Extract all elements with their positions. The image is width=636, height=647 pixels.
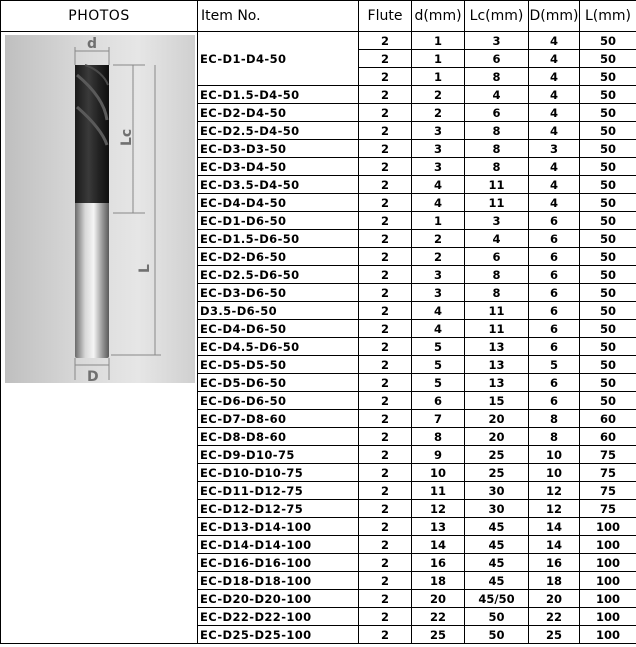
d-cell: 8: [412, 428, 465, 446]
L-cell: 100: [580, 626, 636, 644]
L-cell: 50: [580, 50, 636, 68]
D-cell: 4: [529, 122, 580, 140]
D-cell: 22: [529, 608, 580, 626]
L-cell: 100: [580, 590, 636, 608]
photos-header: PHOTOS: [1, 1, 198, 32]
d-header: d(mm): [412, 1, 465, 32]
d-cell: 18: [412, 572, 465, 590]
d-cell: 4: [412, 176, 465, 194]
flute-cell: 2: [359, 482, 412, 500]
D-cell: 20: [529, 590, 580, 608]
lc-cell: 13: [465, 374, 529, 392]
lc-cell: 8: [465, 158, 529, 176]
item-no-cell: EC-D22-D22-100: [198, 608, 359, 626]
d-cell: 7: [412, 410, 465, 428]
flute-cell: 2: [359, 140, 412, 158]
D-cell: 4: [529, 32, 580, 50]
D-cell: 4: [529, 86, 580, 104]
D-cell: 12: [529, 482, 580, 500]
d-cell: 3: [412, 284, 465, 302]
D-cell: 10: [529, 446, 580, 464]
lc-cell: 45: [465, 536, 529, 554]
item-no-cell: EC-D20-D20-100: [198, 590, 359, 608]
flute-cell: 2: [359, 392, 412, 410]
lc-cell: 15: [465, 392, 529, 410]
d-cell: 3: [412, 158, 465, 176]
d-cell: 4: [412, 320, 465, 338]
d-cell: 2: [412, 86, 465, 104]
item-no-cell: EC-D6-D6-50: [198, 392, 359, 410]
L-cell: 50: [580, 68, 636, 86]
item-no-cell: EC-D13-D14-100: [198, 518, 359, 536]
D-cell: 10: [529, 464, 580, 482]
neck: [75, 143, 109, 203]
flute-cell: 2: [359, 446, 412, 464]
d-cell: 4: [412, 194, 465, 212]
D-cell: 6: [529, 302, 580, 320]
d-cell: 12: [412, 500, 465, 518]
d-cell: 2: [412, 230, 465, 248]
lc-cell: 25: [465, 464, 529, 482]
L-cell: 60: [580, 410, 636, 428]
L-cell: 50: [580, 158, 636, 176]
L-cell: 75: [580, 446, 636, 464]
lc-cell: 6: [465, 104, 529, 122]
item-no-cell: EC-D2-D6-50: [198, 248, 359, 266]
lc-cell: 3: [465, 212, 529, 230]
lc-cell: 4: [465, 230, 529, 248]
flute-cell: 2: [359, 104, 412, 122]
D-header: D(mm): [529, 1, 580, 32]
flute-cell: 2: [359, 32, 412, 50]
flute-cell: 2: [359, 158, 412, 176]
D-dimension-label: D: [87, 369, 99, 385]
flute-cell: 2: [359, 320, 412, 338]
L-cell: 100: [580, 572, 636, 590]
L-cell: 60: [580, 428, 636, 446]
D-cell: 4: [529, 104, 580, 122]
lc-cell: 11: [465, 302, 529, 320]
flute-cell: 2: [359, 356, 412, 374]
L-cell: 50: [580, 104, 636, 122]
item-no-cell: EC-D4-D6-50: [198, 320, 359, 338]
lc-cell: 11: [465, 176, 529, 194]
L-cell: 50: [580, 248, 636, 266]
lc-cell: 6: [465, 248, 529, 266]
L-header: L(mm): [580, 1, 636, 32]
lc-cell: 20: [465, 410, 529, 428]
lc-cell: 50: [465, 626, 529, 644]
lc-cell: 45: [465, 572, 529, 590]
L-cell: 50: [580, 284, 636, 302]
d-cell: 1: [412, 32, 465, 50]
D-cell: 3: [529, 140, 580, 158]
D-cell: 6: [529, 320, 580, 338]
L-cell: 75: [580, 482, 636, 500]
d-cell: 22: [412, 608, 465, 626]
lc-cell: 13: [465, 338, 529, 356]
flute-cell: 2: [359, 374, 412, 392]
item-no-cell: EC-D5-D5-50: [198, 356, 359, 374]
flute-cell: 2: [359, 122, 412, 140]
d-cell: 9: [412, 446, 465, 464]
d-cell: 13: [412, 518, 465, 536]
item-no-cell: EC-D5-D6-50: [198, 374, 359, 392]
lc-cell: 13: [465, 356, 529, 374]
lc-cell: 45: [465, 518, 529, 536]
lc-header: Lc(mm): [465, 1, 529, 32]
D-cell: 18: [529, 572, 580, 590]
flute-cell: 2: [359, 590, 412, 608]
item-no-cell: EC-D25-D25-100: [198, 626, 359, 644]
L-cell: 50: [580, 32, 636, 50]
item-no-cell: EC-D2.5-D4-50: [198, 122, 359, 140]
D-cell: 4: [529, 176, 580, 194]
D-cell: 8: [529, 410, 580, 428]
flute-cell: 2: [359, 302, 412, 320]
L-cell: 50: [580, 212, 636, 230]
flute-cell: 2: [359, 572, 412, 590]
item-no-cell: EC-D11-D12-75: [198, 482, 359, 500]
L-cell: 50: [580, 392, 636, 410]
lc-cell: 45/50: [465, 590, 529, 608]
item-no-cell: EC-D16-D16-100: [198, 554, 359, 572]
D-cell: 6: [529, 374, 580, 392]
flute-cell: 2: [359, 68, 412, 86]
table-body: [1, 32, 636, 644]
L-cell: 75: [580, 464, 636, 482]
lc-cell: 8: [465, 122, 529, 140]
d-cell: 20: [412, 590, 465, 608]
D-cell: 14: [529, 536, 580, 554]
item-no-cell: EC-D8-D8-60: [198, 428, 359, 446]
lc-cell: 25: [465, 446, 529, 464]
item-no-cell: EC-D3.5-D4-50: [198, 176, 359, 194]
D-cell: 4: [529, 50, 580, 68]
D-cell: 6: [529, 338, 580, 356]
flute-cell: 2: [359, 230, 412, 248]
d-cell: 3: [412, 140, 465, 158]
d-cell: 1: [412, 212, 465, 230]
L-cell: 50: [580, 86, 636, 104]
D-cell: 6: [529, 266, 580, 284]
photo-cell: [1, 32, 198, 644]
d-cell: 10: [412, 464, 465, 482]
L-cell: 50: [580, 302, 636, 320]
d-cell: 3: [412, 122, 465, 140]
item-no-cell: EC-D2.5-D6-50: [198, 266, 359, 284]
item-no-cell: EC-D18-D18-100: [198, 572, 359, 590]
L-cell: 50: [580, 356, 636, 374]
lc-cell: 8: [465, 284, 529, 302]
lc-cell: 20: [465, 428, 529, 446]
d-cell: 5: [412, 338, 465, 356]
flute-header: Flute: [359, 1, 412, 32]
L-cell: 50: [580, 176, 636, 194]
item-no-cell: EC-D12-D12-75: [198, 500, 359, 518]
d-cell: 5: [412, 356, 465, 374]
L-cell: 50: [580, 194, 636, 212]
lc-cell: 8: [465, 266, 529, 284]
flute-cell: 2: [359, 464, 412, 482]
L-cell: 50: [580, 122, 636, 140]
flute-cell: 2: [359, 194, 412, 212]
item-no-cell: EC-D14-D14-100: [198, 536, 359, 554]
L-cell: 100: [580, 608, 636, 626]
flute-cell: 2: [359, 554, 412, 572]
item-no-cell: EC-D1-D6-50: [198, 212, 359, 230]
L-cell: 50: [580, 338, 636, 356]
d-dimension-label: d: [87, 36, 98, 52]
d-cell: 5: [412, 374, 465, 392]
end-mill-photo: [5, 35, 196, 385]
lc-dimension-label: Lc: [119, 128, 135, 146]
flute-cell: 2: [359, 410, 412, 428]
D-cell: 16: [529, 554, 580, 572]
item-no-cell: EC-D4-D4-50: [198, 194, 359, 212]
D-cell: 6: [529, 392, 580, 410]
item-no-cell: EC-D3-D4-50: [198, 158, 359, 176]
flute-cell: 2: [359, 536, 412, 554]
flute-cell: 2: [359, 608, 412, 626]
d-cell: 4: [412, 302, 465, 320]
d-cell: 6: [412, 392, 465, 410]
d-cell: 3: [412, 266, 465, 284]
lc-cell: 30: [465, 482, 529, 500]
D-cell: 6: [529, 248, 580, 266]
item-no-cell: EC-D9-D10-75: [198, 446, 359, 464]
item-no-cell: EC-D1-D4-50: [198, 32, 359, 86]
header-row: [1, 1, 636, 32]
D-cell: 6: [529, 212, 580, 230]
lc-cell: 3: [465, 32, 529, 50]
item-no-cell: D3.5-D6-50: [198, 302, 359, 320]
lc-cell: 8: [465, 68, 529, 86]
L-cell: 100: [580, 536, 636, 554]
flute-cell: 2: [359, 248, 412, 266]
d-cell: 2: [412, 104, 465, 122]
lc-cell: 6: [465, 50, 529, 68]
D-cell: 25: [529, 626, 580, 644]
item-no-cell: EC-D3-D6-50: [198, 284, 359, 302]
L-cell: 50: [580, 230, 636, 248]
item-no-cell: EC-D7-D8-60: [198, 410, 359, 428]
L-cell: 100: [580, 518, 636, 536]
lc-cell: 30: [465, 500, 529, 518]
flute-cell: 2: [359, 428, 412, 446]
flute-cell: 2: [359, 284, 412, 302]
D-cell: 12: [529, 500, 580, 518]
d-cell: 2: [412, 248, 465, 266]
flute-cell: 2: [359, 626, 412, 644]
D-cell: 8: [529, 428, 580, 446]
lc-cell: 8: [465, 140, 529, 158]
flute-cell: 2: [359, 86, 412, 104]
L-cell: 100: [580, 554, 636, 572]
D-cell: 5: [529, 356, 580, 374]
flute-cell: 2: [359, 266, 412, 284]
L-cell: 50: [580, 374, 636, 392]
d-cell: 25: [412, 626, 465, 644]
flute-cell: 2: [359, 50, 412, 68]
lc-cell: 45: [465, 554, 529, 572]
d-cell: 11: [412, 482, 465, 500]
flute-cell: 2: [359, 176, 412, 194]
D-cell: 14: [529, 518, 580, 536]
end-mill-diagram: [5, 35, 196, 385]
item-no-cell: EC-D1.5-D4-50: [198, 86, 359, 104]
D-cell: 4: [529, 194, 580, 212]
flute-cell: 2: [359, 212, 412, 230]
item-no-cell: EC-D2-D4-50: [198, 104, 359, 122]
d-cell: 14: [412, 536, 465, 554]
D-cell: 6: [529, 230, 580, 248]
item-no-cell: EC-D1.5-D6-50: [198, 230, 359, 248]
shank: [75, 200, 109, 358]
d-cell: 1: [412, 50, 465, 68]
L-cell: 50: [580, 140, 636, 158]
D-cell: 6: [529, 284, 580, 302]
D-cell: 4: [529, 158, 580, 176]
item-no-cell: EC-D4.5-D6-50: [198, 338, 359, 356]
lc-cell: 11: [465, 194, 529, 212]
d-cell: 1: [412, 68, 465, 86]
lc-cell: 4: [465, 86, 529, 104]
L-cell: 50: [580, 320, 636, 338]
flute-cell: 2: [359, 500, 412, 518]
lc-cell: 50: [465, 608, 529, 626]
item-no-header: Item No.: [198, 1, 359, 32]
d-cell: 16: [412, 554, 465, 572]
item-no-cell: EC-D3-D3-50: [198, 140, 359, 158]
L-cell: 50: [580, 266, 636, 284]
table-row: [1, 32, 636, 50]
lc-cell: 11: [465, 320, 529, 338]
item-no-cell: EC-D10-D10-75: [198, 464, 359, 482]
flute-cell: 2: [359, 338, 412, 356]
flute-cell: 2: [359, 518, 412, 536]
D-cell: 4: [529, 68, 580, 86]
L-cell: 75: [580, 500, 636, 518]
L-dimension-label: L: [137, 264, 153, 273]
